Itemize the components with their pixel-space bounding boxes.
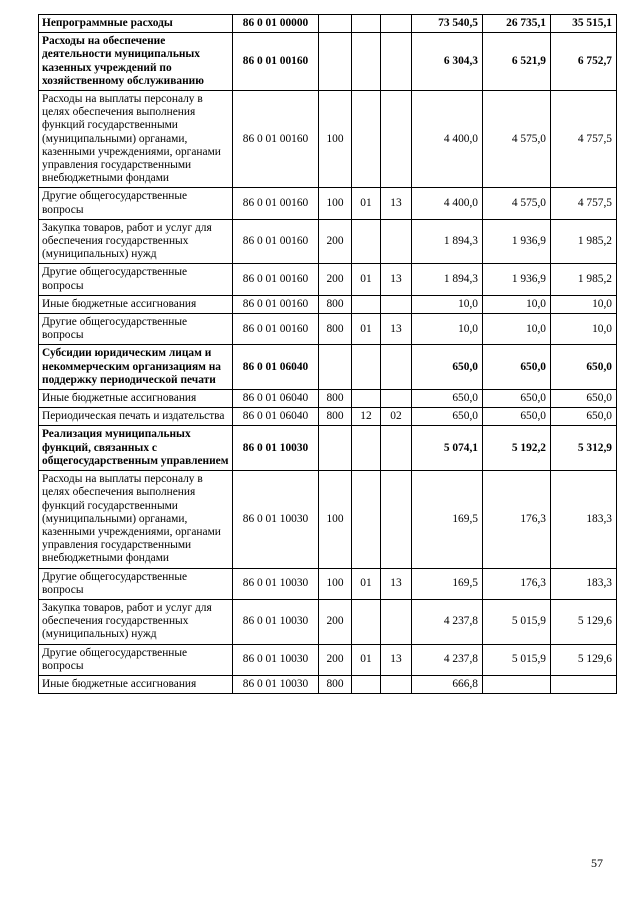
expense-name-cell: Иные бюджетные ассигнования	[39, 390, 233, 408]
amount-year2-cell: 650,0	[483, 390, 551, 408]
expense-type-cell	[319, 33, 352, 91]
subsection-cell	[381, 15, 412, 33]
amount-year1-cell: 1 894,3	[412, 219, 483, 264]
target-code-cell: 86 0 01 00160	[233, 33, 319, 91]
expense-type-cell: 100	[319, 568, 352, 599]
amount-year1-cell: 169,5	[412, 568, 483, 599]
table-row	[39, 314, 617, 345]
target-code-cell: 86 0 01 00160	[233, 219, 319, 264]
subsection-cell: 13	[381, 264, 412, 295]
expense-type-cell: 200	[319, 219, 352, 264]
amount-year2-cell: 5 015,9	[483, 599, 551, 644]
section-cell	[352, 33, 381, 91]
amount-year3-cell: 35 515,1	[551, 15, 617, 33]
amount-year3-cell: 10,0	[551, 314, 617, 345]
target-code-cell: 86 0 01 10030	[233, 426, 319, 471]
target-code-cell: 86 0 01 10030	[233, 675, 319, 693]
subsection-cell	[381, 295, 412, 313]
target-code-cell: 86 0 01 00000	[233, 15, 319, 33]
amount-year2-cell: 176,3	[483, 568, 551, 599]
expense-name-cell: Другие общегосударственные вопросы	[39, 568, 233, 599]
expense-type-cell: 800	[319, 675, 352, 693]
expense-name-cell: Расходы на обеспечение деятельности муниципальных казенных учреждений по хозяйственному обслуживанию	[39, 33, 233, 91]
amount-year1-cell: 1 894,3	[412, 264, 483, 295]
table-row	[39, 675, 617, 693]
section-cell: 01	[352, 188, 381, 219]
amount-year3-cell: 5 129,6	[551, 644, 617, 675]
table-row	[39, 345, 617, 390]
table-row	[39, 188, 617, 219]
expense-type-cell	[319, 15, 352, 33]
table-row	[39, 471, 617, 568]
amount-year3-cell	[551, 675, 617, 693]
amount-year2-cell: 10,0	[483, 314, 551, 345]
expense-name-cell: Непрограммные расходы	[39, 15, 233, 33]
expense-type-cell: 800	[319, 295, 352, 313]
subsection-cell	[381, 345, 412, 390]
amount-year2-cell: 5 192,2	[483, 426, 551, 471]
table-row	[39, 15, 617, 33]
target-code-cell: 86 0 01 10030	[233, 471, 319, 568]
amount-year3-cell: 4 757,5	[551, 91, 617, 188]
subsection-cell	[381, 219, 412, 264]
amount-year1-cell: 5 074,1	[412, 426, 483, 471]
amount-year2-cell: 176,3	[483, 471, 551, 568]
target-code-cell: 86 0 01 00160	[233, 314, 319, 345]
expense-name-cell: Реализация муниципальных функций, связанных с общегосударственным управлением	[39, 426, 233, 471]
section-cell: 01	[352, 264, 381, 295]
amount-year2-cell: 5 015,9	[483, 644, 551, 675]
section-cell	[352, 295, 381, 313]
target-code-cell: 86 0 01 10030	[233, 568, 319, 599]
subsection-cell	[381, 599, 412, 644]
table-row	[39, 91, 617, 188]
expense-name-cell: Периодическая печать и издательства	[39, 408, 233, 426]
amount-year2-cell: 26 735,1	[483, 15, 551, 33]
target-code-cell: 86 0 01 06040	[233, 390, 319, 408]
section-cell	[352, 426, 381, 471]
amount-year2-cell	[483, 675, 551, 693]
amount-year2-cell: 1 936,9	[483, 264, 551, 295]
target-code-cell: 86 0 01 10030	[233, 644, 319, 675]
expense-type-cell: 800	[319, 390, 352, 408]
expense-type-cell: 100	[319, 91, 352, 188]
expense-name-cell: Субсидии юридическим лицам и некоммерческим организациям на поддержку периодической печати	[39, 345, 233, 390]
expense-type-cell: 100	[319, 471, 352, 568]
amount-year3-cell: 1 985,2	[551, 264, 617, 295]
amount-year1-cell: 4 237,8	[412, 644, 483, 675]
amount-year1-cell: 4 400,0	[412, 188, 483, 219]
amount-year1-cell: 4 237,8	[412, 599, 483, 644]
expense-name-cell: Другие общегосударственные вопросы	[39, 264, 233, 295]
target-code-cell: 86 0 01 00160	[233, 91, 319, 188]
amount-year3-cell: 183,3	[551, 471, 617, 568]
target-code-cell: 86 0 01 06040	[233, 345, 319, 390]
subsection-cell: 02	[381, 408, 412, 426]
expense-name-cell: Иные бюджетные ассигнования	[39, 675, 233, 693]
amount-year1-cell: 169,5	[412, 471, 483, 568]
amount-year1-cell: 6 304,3	[412, 33, 483, 91]
amount-year2-cell: 10,0	[483, 295, 551, 313]
target-code-cell: 86 0 01 00160	[233, 264, 319, 295]
expense-type-cell: 200	[319, 264, 352, 295]
subsection-cell: 13	[381, 568, 412, 599]
section-cell	[352, 471, 381, 568]
expense-name-cell: Закупка товаров, работ и услуг для обеспечения государственных (муниципальных) нужд	[39, 219, 233, 264]
table-row	[39, 599, 617, 644]
table-row	[39, 644, 617, 675]
table-row	[39, 33, 617, 91]
section-cell: 01	[352, 644, 381, 675]
section-cell	[352, 91, 381, 188]
amount-year1-cell: 650,0	[412, 345, 483, 390]
amount-year3-cell: 6 752,7	[551, 33, 617, 91]
table-row	[39, 390, 617, 408]
amount-year1-cell: 650,0	[412, 390, 483, 408]
section-cell	[352, 599, 381, 644]
expense-type-cell: 100	[319, 188, 352, 219]
section-cell: 01	[352, 314, 381, 345]
subsection-cell: 13	[381, 188, 412, 219]
section-cell	[352, 390, 381, 408]
amount-year1-cell: 650,0	[412, 408, 483, 426]
expense-type-cell	[319, 426, 352, 471]
subsection-cell: 13	[381, 314, 412, 345]
expense-name-cell: Другие общегосударственные вопросы	[39, 314, 233, 345]
table-row	[39, 408, 617, 426]
expense-type-cell: 200	[319, 644, 352, 675]
amount-year3-cell: 4 757,5	[551, 188, 617, 219]
subsection-cell: 13	[381, 644, 412, 675]
expense-type-cell	[319, 345, 352, 390]
target-code-cell: 86 0 01 10030	[233, 599, 319, 644]
subsection-cell	[381, 471, 412, 568]
amount-year1-cell: 10,0	[412, 295, 483, 313]
expense-name-cell: Расходы на выплаты персоналу в целях обеспечения выполнения функций государственными (муниципальными) органами, казенными учреждениями, органами управления государственными внебюджетными фондами	[39, 91, 233, 188]
amount-year3-cell: 650,0	[551, 390, 617, 408]
expense-type-cell: 800	[319, 408, 352, 426]
amount-year3-cell: 183,3	[551, 568, 617, 599]
section-cell	[352, 219, 381, 264]
subsection-cell	[381, 426, 412, 471]
table-row	[39, 426, 617, 471]
amount-year2-cell: 6 521,9	[483, 33, 551, 91]
amount-year1-cell: 73 540,5	[412, 15, 483, 33]
amount-year2-cell: 1 936,9	[483, 219, 551, 264]
section-cell: 01	[352, 568, 381, 599]
target-code-cell: 86 0 01 06040	[233, 408, 319, 426]
amount-year1-cell: 10,0	[412, 314, 483, 345]
amount-year3-cell: 650,0	[551, 345, 617, 390]
section-cell: 12	[352, 408, 381, 426]
amount-year1-cell: 4 400,0	[412, 91, 483, 188]
table-row	[39, 568, 617, 599]
amount-year2-cell: 4 575,0	[483, 188, 551, 219]
table-row	[39, 264, 617, 295]
table-row	[39, 295, 617, 313]
expense-name-cell: Другие общегосударственные вопросы	[39, 188, 233, 219]
amount-year2-cell: 4 575,0	[483, 91, 551, 188]
subsection-cell	[381, 91, 412, 188]
amount-year3-cell: 650,0	[551, 408, 617, 426]
subsection-cell	[381, 675, 412, 693]
table-row	[39, 219, 617, 264]
budget-table	[38, 14, 617, 694]
target-code-cell: 86 0 01 00160	[233, 188, 319, 219]
subsection-cell	[381, 33, 412, 91]
amount-year3-cell: 10,0	[551, 295, 617, 313]
section-cell	[352, 675, 381, 693]
section-cell	[352, 15, 381, 33]
amount-year2-cell: 650,0	[483, 408, 551, 426]
expense-name-cell: Расходы на выплаты персоналу в целях обеспечения выполнения функций государственными (муниципальными) органами, казенными учреждениями, органами управления государственными внебюджетными фондами	[39, 471, 233, 568]
amount-year2-cell: 650,0	[483, 345, 551, 390]
subsection-cell	[381, 390, 412, 408]
section-cell	[352, 345, 381, 390]
expense-name-cell: Иные бюджетные ассигнования	[39, 295, 233, 313]
page-number: 57	[591, 856, 603, 870]
amount-year3-cell: 1 985,2	[551, 219, 617, 264]
target-code-cell: 86 0 01 00160	[233, 295, 319, 313]
expense-type-cell: 200	[319, 599, 352, 644]
expense-type-cell: 800	[319, 314, 352, 345]
expense-name-cell: Другие общегосударственные вопросы	[39, 644, 233, 675]
amount-year1-cell: 666,8	[412, 675, 483, 693]
amount-year3-cell: 5 129,6	[551, 599, 617, 644]
expense-name-cell: Закупка товаров, работ и услуг для обеспечения государственных (муниципальных) нужд	[39, 599, 233, 644]
amount-year3-cell: 5 312,9	[551, 426, 617, 471]
